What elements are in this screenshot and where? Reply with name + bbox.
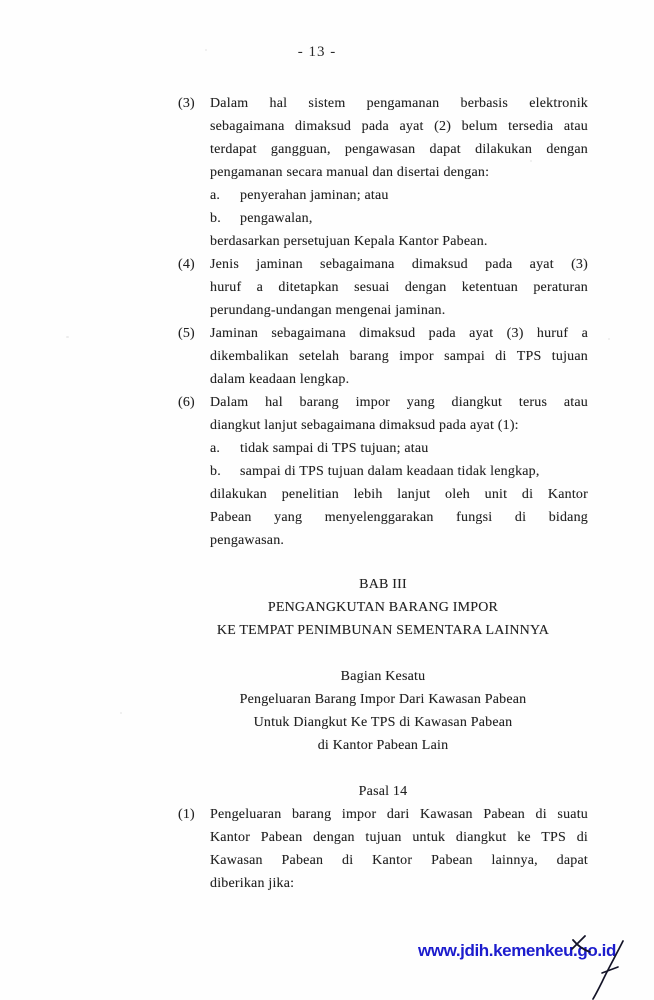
lettered-subitem — [178, 460, 588, 483]
numbered-item — [178, 253, 588, 322]
text-line: sampai di TPS tujuan dalam keadaan tidak lengkap, — [240, 464, 540, 479]
heading-line: di Kantor Pabean Lain — [317, 738, 449, 753]
list-marker: b. — [210, 211, 221, 226]
heading-line: Pasal 14 — [358, 784, 408, 799]
text-line: berdasarkan persetujuan Kepala Kantor Pabean. — [210, 234, 488, 249]
text-line: Jenis jaminan sebagaimana dimaksud pada ayat (3) — [210, 257, 588, 272]
heading-line: KE TEMPAT PENIMBUNAN SEMENTARA LAINNYA — [216, 623, 550, 638]
list-marker: (3) — [178, 96, 195, 111]
text-line: dilakukan penelitian lebih lanjut oleh unit di Kantor — [210, 487, 588, 502]
text-line: pengamanan secara manual dan disertai dengan: — [210, 165, 490, 180]
text-line: huruf a ditetapkan sesuai dengan ketentuan peraturan — [210, 280, 588, 295]
heading-line: Bagian Kesatu — [340, 669, 426, 684]
text-line: terdapat gangguan, pengawasan dapat dilakukan dengan — [210, 142, 588, 157]
heading-line: PENGANGKUTAN BARANG IMPOR — [267, 600, 499, 615]
heading-block — [178, 665, 588, 757]
continuation-text — [178, 230, 588, 253]
text-line: diberikan jika: — [210, 876, 295, 891]
text-line: dikembalikan setelah barang impor sampai di TPS tujuan — [210, 349, 588, 364]
heading-line: Untuk Diangkut Ke TPS di Kawasan Pabean — [253, 715, 513, 730]
text-line: Pengeluaran barang impor dari Kawasan Pabean di suatu — [210, 807, 588, 822]
scan-speck — [530, 160, 532, 162]
text-line: pengawalan, — [240, 211, 313, 226]
lettered-subitem — [178, 207, 588, 230]
text-line: sebagaimana dimaksud pada ayat (2) belum tersedia atau — [210, 119, 588, 134]
list-marker: (4) — [178, 257, 195, 272]
text-line: Jaminan sebagaimana dimaksud pada ayat (3) huruf a — [210, 326, 588, 341]
text-line: tidak sampai di TPS tujuan; atau — [240, 441, 429, 456]
list-marker: (1) — [178, 807, 195, 822]
text-line: pengawasan. — [210, 533, 285, 548]
heading-block — [178, 573, 588, 642]
lettered-subitem — [178, 437, 588, 460]
numbered-item — [178, 391, 588, 437]
list-marker: a. — [210, 441, 221, 456]
text-line: Kawasan Pabean di Kantor Pabean lainnya, dapat — [210, 853, 588, 868]
text-line: diangkut lanjut sebagaimana dimaksud pada ayat (1): — [210, 418, 519, 433]
numbered-item — [178, 803, 588, 895]
text-line: dalam keadaan lengkap. — [210, 372, 350, 387]
scan-speck — [120, 712, 122, 714]
continuation-text — [178, 483, 588, 552]
scan-speck — [608, 338, 610, 340]
handwritten-initial-crossbar — [602, 967, 618, 973]
heading-line: Pengeluaran Barang Impor Dari Kawasan Pabean — [239, 692, 527, 707]
numbered-item — [178, 322, 588, 391]
numbered-item — [178, 92, 588, 184]
text-line: penyerahan jaminan; atau — [240, 188, 389, 203]
list-marker: b. — [210, 464, 221, 479]
text-line: Kantor Pabean dengan tujuan untuk diangkut ke TPS di — [210, 830, 588, 845]
list-marker: (6) — [178, 395, 195, 410]
text-line: perundang-undangan mengenai jaminan. — [210, 303, 446, 318]
heading-block — [178, 780, 588, 803]
scan-speck — [66, 336, 69, 338]
scan-speck — [205, 49, 207, 51]
page-number: - 13 - — [297, 44, 337, 60]
list-marker: (5) — [178, 326, 195, 341]
list-marker: a. — [210, 188, 221, 203]
footer-jdih-link[interactable]: www.jdih.kemenkeu.go.id — [418, 941, 616, 960]
lettered-subitem — [178, 184, 588, 207]
heading-line: BAB III — [359, 577, 407, 592]
document-body — [178, 92, 588, 895]
text-line: Pabean yang menyelenggarakan fungsi di bidang — [210, 510, 588, 525]
text-line: Dalam hal barang impor yang diangkut terus atau — [210, 395, 588, 410]
text-line: Dalam hal sistem pengamanan berbasis elektronik — [210, 96, 588, 111]
